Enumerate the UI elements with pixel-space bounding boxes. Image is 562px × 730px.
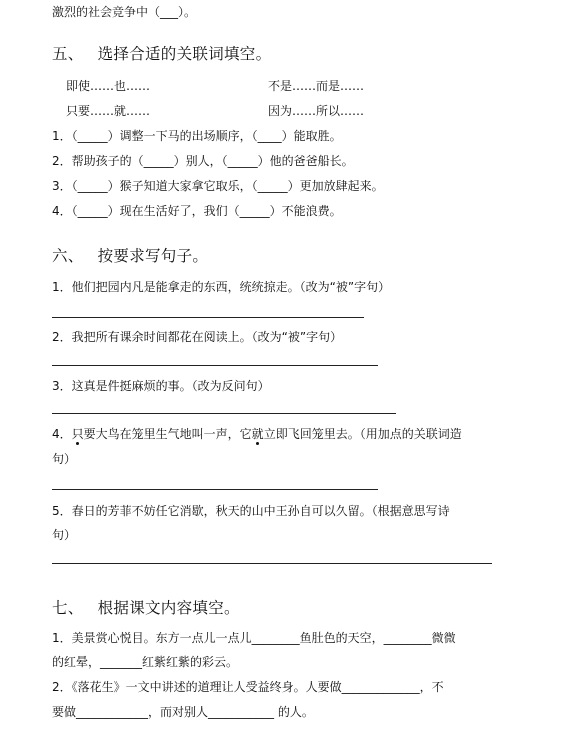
section-7-title: 根据课文内容填空。 xyxy=(97,599,240,617)
section-5-heading xyxy=(52,44,271,64)
conjunction-option-1: 即使……也…… xyxy=(66,79,151,93)
emphasis-dot-jiu: 就 xyxy=(251,427,264,441)
s5-question-2: 2．帮助孩子的（_____）别人，（_____）他的爸爸船长。 xyxy=(52,154,354,168)
s6-question-4-continued: 句） xyxy=(52,452,77,466)
section-7-heading xyxy=(52,598,240,618)
s6-answer-line-3[interactable] xyxy=(52,413,396,414)
section-6-number: 六、 xyxy=(52,247,84,265)
s6-q4-suffix: 立即飞回笼里去。（用加点的关联词造 xyxy=(263,427,462,441)
s7-question-1: 1．美景赏心悦目。东方一点儿一点儿________鱼肚色的天空，________微微 xyxy=(52,631,456,645)
s6-answer-line-1[interactable] xyxy=(52,317,364,318)
section-7-number: 七、 xyxy=(52,599,84,617)
top-line: 激烈的社会竞争中（___）。 xyxy=(52,5,197,19)
s6-q4-middle: 要大鸟在笼里生气地叫一声，它 xyxy=(83,427,252,441)
s5-question-3: 3．（_____）猴子知道大家拿它取乐，（_____）更加放肆起来。 xyxy=(52,179,384,193)
s6-answer-line-4[interactable] xyxy=(52,489,378,490)
s5-question-4: 4．（_____）现在生活好了，我们（_____）不能浪费。 xyxy=(52,204,342,218)
conjunction-option-3: 只要……就…… xyxy=(66,104,151,118)
s7-question-2-continued: 要做____________，而对别人___________ 的人。 xyxy=(52,705,314,719)
s6-q4-prefix: 4． xyxy=(52,427,72,441)
section-6-title: 按要求写句子。 xyxy=(97,247,209,265)
s7-question-2: 2．《落花生》一文中讲述的道理让人受益终身。人要做_____________，不 xyxy=(52,680,444,694)
s6-answer-line-5[interactable] xyxy=(52,563,492,564)
s6-question-5-continued: 句） xyxy=(52,528,77,542)
s6-question-1: 1．他们把园内凡是能拿走的东西，统统掠走。（改为“被”字句） xyxy=(52,280,391,294)
s6-question-5: 5．春日的芳菲不妨任它消歇，秋天的山中王孙自可以久留。（根据意思写诗 xyxy=(52,504,450,518)
section-5-number: 五、 xyxy=(52,45,84,63)
s7-question-1-continued: 的红晕，_______红紫红紫的彩云。 xyxy=(52,655,239,669)
conjunction-option-2: 不是……而是…… xyxy=(268,79,365,93)
s6-question-3: 3．这真是件挺麻烦的事。（改为反问句） xyxy=(52,379,270,393)
emphasis-dot-zhi: 只 xyxy=(71,427,84,441)
s6-question-4 xyxy=(52,426,462,442)
conjunction-option-4: 因为……所以…… xyxy=(268,104,365,118)
section-6-heading xyxy=(52,246,208,266)
s5-question-1: 1．（_____）调整一下马的出场顺序，（____）能取胜。 xyxy=(52,129,342,143)
s6-question-2: 2．我把所有课余时间都花在阅读上。（改为“被”字句） xyxy=(52,330,343,344)
s6-answer-line-2[interactable] xyxy=(52,365,378,366)
section-5-title: 选择合适的关联词填空。 xyxy=(97,45,272,63)
